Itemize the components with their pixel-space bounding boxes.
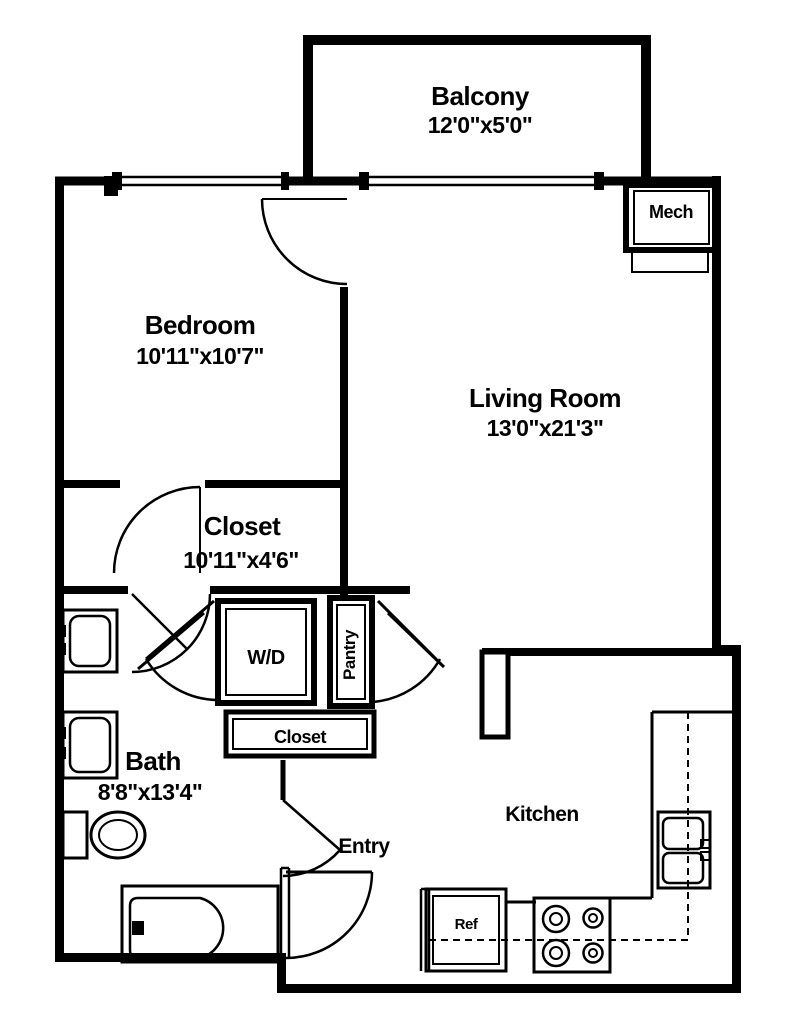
laundry-label: W/D (247, 647, 285, 669)
pantry-bifold-arc (372, 659, 440, 702)
bedroom-closet-dims: 10'11"x4'6" (183, 547, 299, 573)
laundry-bifold-arc (146, 659, 218, 700)
kitchen-sink-basin-1 (663, 818, 703, 849)
stove-burner-inner (589, 949, 597, 957)
living-room-label: Living Room (469, 383, 621, 413)
stove-burner-inner (550, 947, 562, 959)
stove-burner (584, 909, 603, 928)
wall-pier (104, 176, 118, 196)
exterior-walls (55, 35, 741, 993)
bedroom-window (120, 177, 285, 185)
bath-label: Bath (125, 746, 181, 776)
living-room-dims: 13'0"x21'3" (486, 415, 604, 441)
refrigerator-label: Ref (454, 916, 478, 933)
toilet-tank (63, 812, 87, 858)
bath-door-leaf (132, 594, 187, 649)
stove-burner-inner (589, 914, 597, 922)
balcony-dims: 12'0"x5'0" (427, 112, 533, 138)
pantry-label: Pantry (340, 630, 359, 680)
bath-dims: 8'8"x13'4" (97, 779, 203, 805)
interior-walls (55, 287, 737, 971)
bedroom-label: Bedroom (144, 310, 256, 340)
balcony-label: Balcony (431, 81, 529, 111)
mech-threshold (632, 252, 708, 272)
kitchen-stub-wall (482, 652, 508, 737)
mech-label: Mech (648, 202, 694, 222)
lower-bath-door-leaf (283, 800, 340, 850)
jamb (594, 172, 604, 190)
kitchen-fixtures (426, 712, 733, 972)
perimeter-wall (55, 176, 741, 993)
tub-faucet-icon (132, 921, 144, 935)
vanity-sink-1 (70, 616, 110, 666)
toilet-seat (99, 820, 137, 850)
stove-burner (543, 906, 569, 932)
entry-label: Entry (338, 835, 390, 858)
balcony-slider-window (365, 177, 598, 185)
bedroom-closet-label: Closet (203, 511, 281, 541)
kitchen-sink-basin-2 (663, 853, 703, 883)
jamb (281, 172, 289, 190)
entry-bath-wall (281, 868, 289, 958)
entry-closet-label: Closet (273, 727, 327, 747)
jamb (359, 172, 369, 190)
vanity-sink-2 (70, 718, 110, 772)
stove-burner (584, 944, 603, 963)
bedroom-door-arc (262, 199, 347, 284)
kitchen-label: Kitchen (505, 803, 579, 826)
room-labels (98, 81, 693, 933)
mech-room (626, 185, 717, 272)
entry-door-arc (286, 872, 372, 958)
stove-burner-inner (550, 913, 562, 925)
stove-burner (543, 940, 569, 966)
bedroom-dims: 10'11"x10'7" (136, 343, 264, 369)
pantry-bifold-doors (378, 601, 444, 667)
